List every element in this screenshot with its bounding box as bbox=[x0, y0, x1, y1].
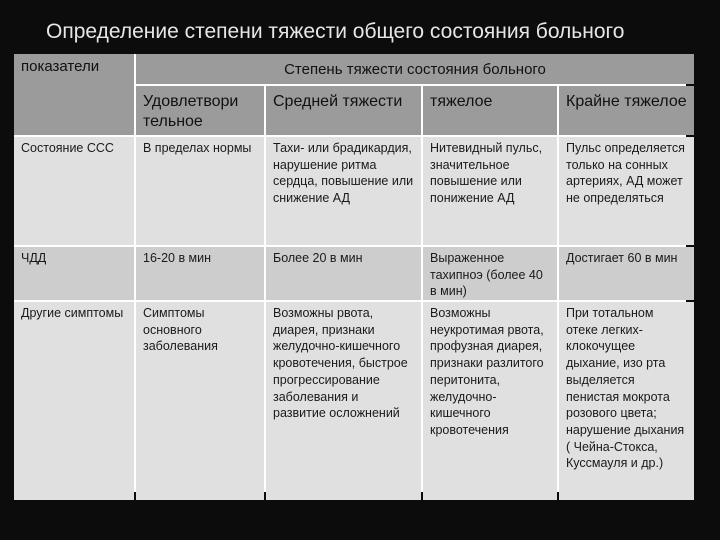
table-cell: Достигает 60 в мин bbox=[559, 247, 694, 300]
group-header: Степень тяжести состояния больного bbox=[136, 54, 694, 84]
table-cell: 16-20 в мин bbox=[136, 247, 264, 300]
row-label-cardiovascular: Состояние ССС bbox=[14, 137, 134, 245]
table-cell: Более 20 в мин bbox=[266, 247, 421, 300]
slide-title: Определение степени тяжести общего состояния больного bbox=[46, 20, 625, 43]
table-cell: Симптомы основного заболевания bbox=[136, 302, 264, 500]
table-cell: Возможны неукротимая рвота, профузная диарея, признаки разлитого перитонита, желудочно-кишечного кровотечения bbox=[423, 302, 557, 500]
table-cell: При тотальном отеке легких-клокочущее дыхание, изо рта выделяется пенистая мокрота розового цвета; нарушение дыхания ( Чейна-Стокса, Куссмауля и др.) bbox=[559, 302, 694, 500]
table-cell: Пульс определяется только на сонных артериях, АД может не определяться bbox=[559, 137, 694, 245]
column-header-moderate: Средней тяжести bbox=[266, 86, 421, 135]
row-label-other-symptoms: Другие симптомы bbox=[14, 302, 134, 500]
corner-header: показатели bbox=[14, 54, 134, 135]
table-cell: В пределах нормы bbox=[136, 137, 264, 245]
row-label-respiratory-rate: ЧДД bbox=[14, 247, 134, 300]
severity-table bbox=[14, 54, 686, 492]
column-header-severe: тяжелое bbox=[423, 86, 557, 135]
table-cell: Нитевидный пульс, значительное повышение или понижение АД bbox=[423, 137, 557, 245]
table-cell: Тахи- или брадикардия, нарушение ритма сердца, повышение или снижение АД bbox=[266, 137, 421, 245]
table-cell: Выраженное тахипноэ (более 40 в мин) bbox=[423, 247, 557, 300]
column-header-extremely-severe: Крайне тяжелое bbox=[559, 86, 694, 135]
column-header-satisfactory: Удовлетвори тельное bbox=[136, 86, 264, 135]
table-cell: Возможны рвота, диарея, признаки желудочно-кишечного кровотечения, быстрое прогрессирование заболевания и развитие осложнений bbox=[266, 302, 421, 500]
